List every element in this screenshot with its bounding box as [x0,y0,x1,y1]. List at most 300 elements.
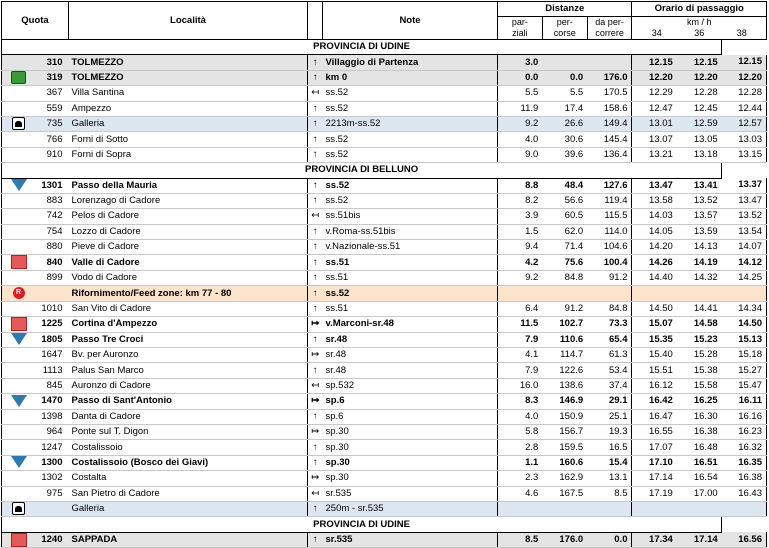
distance-covered-cell: 30.6 [542,132,587,147]
row-icon-cell [2,147,36,162]
distance-covered-cell: 167.5 [542,486,587,501]
distance-remaining-cell [587,501,632,516]
distance-remaining-cell: 0.0 [587,532,632,548]
header-kmh: km / h [686,17,712,27]
distance-partial-cell [498,501,543,516]
quota-cell: 1398 [35,409,69,424]
time-38-cell: 14.12 [722,255,767,271]
header-distanze: Distanze [498,2,632,17]
distance-partial-cell: 3.0 [498,55,543,70]
distance-remaining-cell [587,55,632,70]
distance-covered-cell: 159.5 [542,440,587,455]
note-cell: ss.51 [323,270,498,285]
time-34-cell: 13.07 [632,132,677,147]
time-34-cell: 14.03 [632,209,677,224]
localita-cell: Costalta [69,471,308,486]
time-36-cell: 13.05 [677,132,722,147]
localita-cell: Costalissoio [69,440,308,455]
time-36-cell: 12.20 [677,70,722,85]
note-cell: sp.6 [323,409,498,424]
quota-cell: 1240 [35,532,69,548]
province-name: PROVINCIA DI UDINE [2,40,722,55]
localita-cell: Galleria [69,501,308,516]
direction-arrow-icon: ↑ [308,193,323,208]
table-row [2,55,767,70]
distance-partial-cell: 1.1 [498,455,543,470]
header-speed-36: 36 [694,28,705,38]
table-row [2,471,767,486]
time-36-cell [677,501,722,516]
note-cell: sp.30 [323,440,498,455]
table-row [2,255,767,271]
localita-cell: Passo di Sant'Antonio [69,394,308,409]
time-38-cell: 12.20 [722,70,767,85]
row-icon-cell [2,132,36,147]
direction-arrow-icon: ↑ [308,147,323,162]
note-cell: ss.51 [323,255,498,271]
row-icon-cell [2,301,36,316]
distance-remaining-cell: 73.3 [587,317,632,333]
mountain-pass-icon [11,333,27,345]
time-36-cell: 14.32 [677,270,722,285]
time-36-cell: 16.51 [677,455,722,470]
quota-cell: 1805 [35,332,69,347]
distance-remaining-cell: 176.0 [587,70,632,85]
table-row [2,240,767,255]
row-icon-cell [2,270,36,285]
time-38-cell: 14.25 [722,270,767,285]
quota-cell: 742 [35,209,69,224]
localita-cell: San Pietro di Cadore [69,486,308,501]
localita-cell: San Vito di Cadore [69,301,308,316]
localita-cell: Palus San Marco [69,363,308,378]
header-speed-38: 38 [736,28,747,38]
localita-cell: Forni di Sopra [69,147,308,162]
direction-arrow-icon: ↤ [308,86,323,101]
note-cell: ss.51bis [323,209,498,224]
distance-covered-cell: 110.6 [542,332,587,347]
distance-remaining-cell [587,286,632,301]
quota-cell: 754 [35,224,69,239]
note-cell: sp.30 [323,425,498,440]
distance-covered-cell: 48.4 [542,178,587,193]
quota-cell: 766 [35,132,69,147]
localita-cell: Galleria [69,116,308,131]
quota-cell: 1470 [35,394,69,409]
distance-covered-cell: 176.0 [542,532,587,548]
note-cell: sr.535 [323,532,498,548]
distance-partial-cell: 0.0 [498,70,543,85]
time-36-cell: 16.54 [677,471,722,486]
row-icon-cell [2,394,36,409]
time-38-cell: 16.23 [722,425,767,440]
distance-covered-cell: 146.9 [542,394,587,409]
note-cell: sp.532 [323,378,498,393]
time-38-cell: 16.35 [722,455,767,470]
row-icon-cell [2,317,36,333]
header-orario: Orario di passaggio [632,2,767,17]
note-cell: ss.52 [323,86,498,101]
distance-partial-cell: 11.9 [498,101,543,116]
distance-covered-cell: 156.7 [542,425,587,440]
direction-arrow-icon: ↑ [308,332,323,347]
mountain-pass-icon [11,179,27,191]
distance-remaining-cell: 19.3 [587,425,632,440]
time-38-cell: 14.50 [722,317,767,333]
row-icon-cell [2,409,36,424]
distance-remaining-cell: 104.6 [587,240,632,255]
table-row [2,101,767,116]
distance-partial-cell: 4.1 [498,348,543,363]
distance-partial-cell: 16.0 [498,378,543,393]
quota-cell: 367 [35,86,69,101]
quota-cell: 559 [35,101,69,116]
feed-zone-icon: R [13,287,25,299]
distance-partial-cell: 1.5 [498,224,543,239]
distance-remaining-cell: 91.2 [587,270,632,285]
time-38-cell: 13.54 [722,224,767,239]
distance-partial-cell [498,286,543,301]
table-row [2,409,767,424]
localita-cell: Passo della Mauria [69,178,308,193]
table-row [2,348,767,363]
time-36-cell: 17.14 [677,532,722,548]
distance-partial-cell: 9.2 [498,116,543,131]
direction-arrow-icon: ↦ [308,471,323,486]
distance-covered-cell: 62.0 [542,224,587,239]
distance-remaining-cell: 29.1 [587,394,632,409]
distance-covered-cell: 160.6 [542,455,587,470]
time-34-cell: 16.47 [632,409,677,424]
table-row [2,394,767,409]
time-36-cell: 16.48 [677,440,722,455]
sprint-finish-icon [11,317,27,331]
quota-cell: 1225 [35,317,69,333]
quota-cell: 880 [35,240,69,255]
time-34-cell: 15.35 [632,332,677,347]
localita-cell: Passo Tre Croci [69,332,308,347]
table-row [2,147,767,162]
distance-remaining-cell: 127.6 [587,178,632,193]
distance-covered-cell: 150.9 [542,409,587,424]
time-34-cell: 17.14 [632,471,677,486]
localita-cell: Vodo di Cadore [69,270,308,285]
distance-covered-cell: 138.6 [542,378,587,393]
time-34-cell: 13.47 [632,178,677,193]
header-direction-spacer [308,2,323,40]
distance-partial-cell: 9.4 [498,240,543,255]
distance-remaining-cell: 37.4 [587,378,632,393]
distance-remaining-cell: 25.1 [587,409,632,424]
direction-arrow-icon: ↑ [308,409,323,424]
time-38-cell: 12.57 [722,116,767,131]
quota-cell: 845 [35,378,69,393]
time-36-cell: 14.13 [677,240,722,255]
localita-cell: Costalissoio (Bosco dei Giavi) [69,455,308,470]
note-cell: v.Roma-ss.51bis [323,224,498,239]
time-36-cell: 13.18 [677,147,722,162]
direction-arrow-icon: ↑ [308,101,323,116]
time-36-cell: 12.59 [677,116,722,131]
table-row [2,425,767,440]
direction-arrow-icon: ↑ [308,440,323,455]
distance-remaining-cell: 13.1 [587,471,632,486]
quota-cell: 1010 [35,301,69,316]
localita-cell: Cortina d'Ampezzo [69,317,308,333]
quota-cell: 910 [35,147,69,162]
note-cell: 250m - sr.535 [323,501,498,516]
note-cell: sr.48 [323,363,498,378]
time-38-cell: 15.27 [722,363,767,378]
note-cell: v.Nazionale-ss.51 [323,240,498,255]
time-36-cell: 14.19 [677,255,722,271]
time-38-cell: 13.03 [722,132,767,147]
time-38-cell: 14.07 [722,240,767,255]
time-36-cell: 17.00 [677,486,722,501]
row-icon-cell [2,101,36,116]
table-row [2,132,767,147]
distance-remaining-cell: 100.4 [587,255,632,271]
quota-cell: 735 [35,116,69,131]
localita-cell: Bv. per Auronzo [69,348,308,363]
province-name: PROVINCIA DI BELLUNO [2,163,722,178]
note-cell: sp.6 [323,394,498,409]
province-header-row [2,517,767,532]
distance-remaining-cell: 84.8 [587,301,632,316]
distance-covered-cell [542,55,587,70]
table-row [2,501,767,516]
distance-partial-cell: 7.9 [498,363,543,378]
province-header-row [2,40,767,55]
table-row [2,193,767,208]
distance-remaining-cell: 114.0 [587,224,632,239]
distance-partial-cell: 8.2 [498,193,543,208]
quota-cell: 1302 [35,471,69,486]
direction-arrow-icon: ↑ [308,132,323,147]
row-icon-cell [2,455,36,470]
time-38-cell: 15.18 [722,348,767,363]
time-38-cell: 12.44 [722,101,767,116]
table-row [2,270,767,285]
localita-cell: TOLMEZZO [69,55,308,70]
time-38-cell [722,286,767,301]
time-36-cell: 15.28 [677,348,722,363]
note-cell: sp.30 [323,455,498,470]
time-34-cell: 13.01 [632,116,677,131]
distance-remaining-cell: 149.4 [587,116,632,131]
note-cell: ss.52 [323,286,498,301]
quota-cell: 1113 [35,363,69,378]
distance-covered-cell: 71.4 [542,240,587,255]
distance-covered-cell: 60.5 [542,209,587,224]
distance-partial-cell: 2.8 [498,440,543,455]
direction-arrow-icon: ↑ [308,255,323,271]
time-36-cell: 13.52 [677,193,722,208]
quota-cell: 319 [35,70,69,85]
time-34-cell [632,501,677,516]
time-34-cell: 13.21 [632,147,677,162]
time-36-cell: 13.57 [677,209,722,224]
direction-arrow-icon: ↑ [308,532,323,548]
row-icon-cell [2,440,36,455]
distance-covered-cell: 26.6 [542,116,587,131]
table-row [2,332,767,347]
distance-covered-cell: 17.4 [542,101,587,116]
localita-cell: Forni di Sotto [69,132,308,147]
mountain-pass-icon [11,456,27,468]
province-name: PROVINCIA DI UDINE [2,517,722,532]
time-38-cell: 13.52 [722,209,767,224]
time-36-cell: 15.38 [677,363,722,378]
distance-partial-cell: 8.8 [498,178,543,193]
direction-arrow-icon: ↑ [308,240,323,255]
distance-covered-cell: 5.5 [542,86,587,101]
row-icon-cell [2,209,36,224]
table-row [2,378,767,393]
row-icon-cell [2,193,36,208]
distance-remaining-cell: 170.5 [587,86,632,101]
row-icon-cell [2,378,36,393]
time-36-cell: 14.41 [677,301,722,316]
header-quota: Quota [21,14,49,26]
row-icon-cell [2,86,36,101]
quota-cell: 840 [35,255,69,271]
distance-partial-cell: 4.2 [498,255,543,271]
note-cell: ss.52 [323,193,498,208]
time-36-cell: 12.45 [677,101,722,116]
direction-arrow-icon: ↑ [308,501,323,516]
distance-partial-cell: 4.0 [498,409,543,424]
note-cell: sr.48 [323,332,498,347]
direction-arrow-icon: ↦ [308,348,323,363]
time-36-cell: 13.59 [677,224,722,239]
quota-cell: 1301 [35,178,69,193]
localita-cell: TOLMEZZO [69,70,308,85]
sprint-finish-icon [11,255,27,269]
time-38-cell: 16.11 [722,394,767,409]
quota-cell: 310 [35,55,69,70]
note-cell: km 0 [323,70,498,85]
note-cell: sr.535 [323,486,498,501]
time-38-cell [722,501,767,516]
distance-covered-cell: 39.6 [542,147,587,162]
direction-arrow-icon: ↑ [308,286,323,301]
distance-remaining-cell: 145.4 [587,132,632,147]
note-cell: ss.52 [323,132,498,147]
table-row [2,363,767,378]
header-parziali: par- ziali [498,17,543,40]
table-row [2,209,767,224]
distance-covered-cell: 162.9 [542,471,587,486]
time-34-cell: 12.20 [632,70,677,85]
row-icon-cell [2,425,36,440]
time-38-cell: 15.47 [722,378,767,393]
tunnel-icon [12,502,25,515]
localita-cell: SAPPADA [69,532,308,548]
distance-partial-cell: 9.0 [498,147,543,162]
time-36-cell [677,286,722,301]
localita-cell: Valle di Cadore [69,255,308,271]
distance-remaining-cell: 61.3 [587,348,632,363]
row-icon-cell [2,55,36,70]
quota-cell: 899 [35,270,69,285]
time-34-cell: 17.07 [632,440,677,455]
time-34-cell: 15.51 [632,363,677,378]
header-percorse: per- corse [542,17,587,40]
distance-remaining-cell: 15.4 [587,455,632,470]
distance-remaining-cell: 115.5 [587,209,632,224]
distance-covered-cell: 75.6 [542,255,587,271]
direction-arrow-icon: ↦ [308,394,323,409]
table-row [2,286,767,301]
quota-cell: 975 [35,486,69,501]
table-row [2,224,767,239]
distance-covered-cell [542,501,587,516]
row-icon-cell [2,255,36,271]
header-speed-34: 34 [651,28,662,38]
time-34-cell: 14.40 [632,270,677,285]
distance-remaining-cell: 53.4 [587,363,632,378]
row-icon-cell [2,178,36,193]
time-34-cell: 15.07 [632,317,677,333]
time-34-cell: 14.50 [632,301,677,316]
note-cell: ss.51 [323,301,498,316]
time-34-cell [632,286,677,301]
note-cell: ss.52 [323,147,498,162]
time-34-cell: 12.47 [632,101,677,116]
distance-partial-cell: 3.9 [498,209,543,224]
quota-cell: 1647 [35,348,69,363]
time-34-cell: 12.29 [632,86,677,101]
time-36-cell: 12.28 [677,86,722,101]
direction-arrow-icon: ↤ [308,486,323,501]
row-icon-cell [2,486,36,501]
direction-arrow-icon: ↤ [308,209,323,224]
direction-arrow-icon: ↑ [308,455,323,470]
distance-remaining-cell: 158.6 [587,101,632,116]
localita-cell: Ponte sul T. Digon [69,425,308,440]
direction-arrow-icon: ↑ [308,178,323,193]
note-cell: Villaggio di Partenza [323,55,498,70]
time-38-cell: 14.34 [722,301,767,316]
distance-partial-cell: 11.5 [498,317,543,333]
time-38-cell: 13.37 [722,178,767,193]
note-cell: 2213m-ss.52 [323,116,498,131]
localita-cell: Ampezzo [69,101,308,116]
distance-covered-cell: 56.6 [542,193,587,208]
quota-cell: 1300 [35,455,69,470]
direction-arrow-icon: ↑ [308,270,323,285]
direction-arrow-icon: ↑ [308,224,323,239]
time-38-cell: 16.38 [722,471,767,486]
tunnel-icon [12,117,25,130]
direction-arrow-icon: ↦ [308,425,323,440]
table-row [2,116,767,131]
distance-partial-cell: 9.2 [498,270,543,285]
time-36-cell: 15.58 [677,378,722,393]
time-38-cell: 16.43 [722,486,767,501]
header-note: Note [323,2,498,40]
table-row [2,86,767,101]
time-38-cell: 12.28 [722,86,767,101]
time-34-cell: 15.40 [632,348,677,363]
time-36-cell: 16.25 [677,394,722,409]
quota-cell [35,286,69,301]
time-38-cell: 12.15 [722,55,767,70]
time-36-cell: 15.23 [677,332,722,347]
table-row [2,440,767,455]
direction-arrow-icon: ↑ [308,363,323,378]
